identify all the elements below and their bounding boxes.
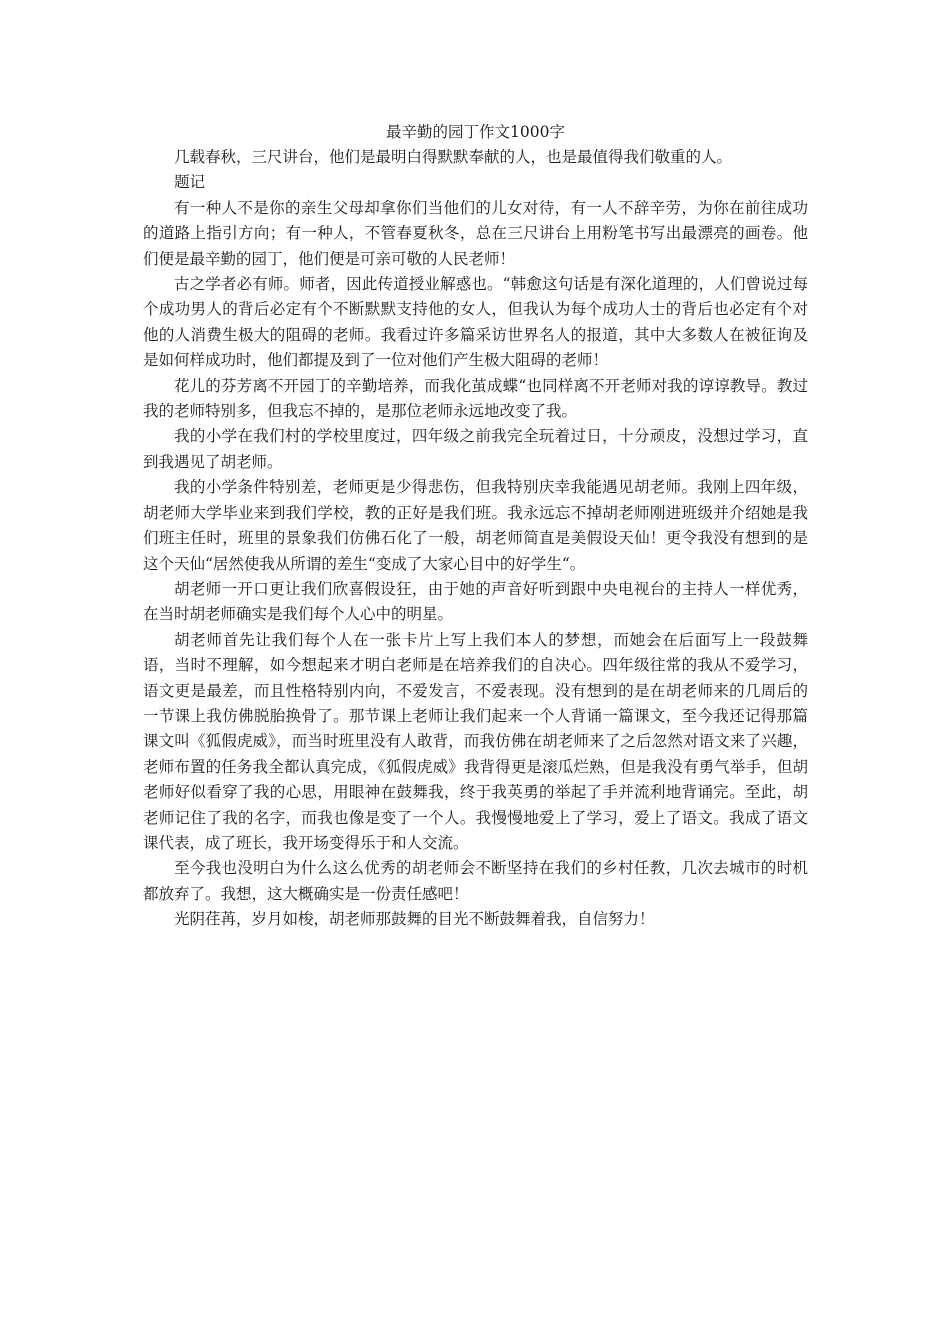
paragraph-3: 有一种人不是你的亲生父母却拿你们当他们的儿女对待，有一人不辞辛劳，为你在前往成功的道路上指引方向；有一种人，不管春夏秋冬，总在三尺讲台上用粉笔书写出最漂亮的画卷。他们便是最辛勤的园丁，他们便是可亲可敬的人民老师！: [143, 198, 808, 268]
paragraph-7: 我的小学条件特别差，老师更是少得悲伤，但我特别庆幸我能遇见胡老师。我刚上四年级，胡老师大学毕业来到我们学校，教的正好是我们班。我永远忘不掉胡老师刚进班级并介绍她是我们班主任时，班里的景象我们仿佛石化了一般，胡老师简直是美假设天仙！更令我没有想到的是这个天仙“居然使我从所谓的差生“变成了大家心目中的好学生“。: [143, 478, 808, 573]
document-page: [143, 120, 808, 933]
paragraph-6: 我的小学在我们村的学校里度过，四年级之前我完全玩着过日，十分顽皮，没想过学习，直到我遇见了胡老师。: [143, 427, 808, 471]
paragraph-11: 光阴荏苒，岁月如梭，胡老师那鼓舞的目光不断鼓舞着我，自信努力！: [174, 910, 655, 929]
paragraph-1: 几载春秋，三尺讲台，他们是最明白得默默奉献的人，也是最值得我们敬重的人。: [174, 148, 733, 166]
paragraph-4: 古之学者必有师。师者，因此传道授业解惑也。“韩愈这句话是有深化道理的，人们曾说过每个成功男人的背后必定有个不断默默支持他的女人，但我认为每个成功人士的背后也必定有个对他的人消费生极大的阻碍的老师。我看过许多篇采访世界名人的报道，其中大多数人在被征询及是如何样成功时，他们都提及到了一位对他们产生极大阻碍的老师！: [143, 275, 808, 370]
paragraph-5: 花儿的芬芳离不开园丁的辛勤培养，而我化茧成蝶“也同样离不开老师对我的谆谆教导。教过我的老师特别多，但我忘不掉的，是那位老师永远地改变了我。: [143, 376, 808, 421]
document-title: 最辛勤的园丁作文1000字: [386, 123, 565, 141]
paragraph-epigraph-label: 题记: [174, 173, 206, 192]
paragraph-9: 胡老师首先让我们每个人在一张卡片上写上我们本人的梦想，而她会在后面写上一段鼓舞语，当时不理解，如今想起来才明白老师是在培养我们的自决心。四年级往常的我从不爱学习，语文更是最差，而且性格特别内向，不爱发言，不爱表现。没有想到的是在胡老师来的几周后的一节课上我仿佛脱胎换骨了。那节课上老师让我们起来一个人背诵一篇课文，至今我还记得那篇课文叫《狐假虎威》，而当时班里没有人敢背，而我仿佛在胡老师来了之后忽然对语文来了兴趣，老师布置的任务我全都认真完成，《狐假虎威》我背得更是滚瓜烂熟，但是我没有勇气举手，但胡老师好似看穿了我的心思，用眼神在鼓舞我，终于我英勇的举起了手并流利地背诵完。至此，胡老师记住了我的名字，而我也像是变了一个人。我慢慢地爱上了学习，爱上了语文。我成了语文课代表，成了班长，我开场变得乐于和人交流。: [143, 630, 808, 852]
paragraph-10: 至今我也没明白为什么这么优秀的胡老师会不断坚持在我们的乡村任教，几次去城市的时机都放弃了。我想，这大概确实是一份责任感吧！: [143, 859, 808, 903]
paragraph-8: 胡老师一开口更让我们欣喜假设狂，由于她的声音好听到跟中央电视台的主持人一样优秀，在当时胡老师确实是我们每个人心中的明星。: [143, 579, 808, 624]
